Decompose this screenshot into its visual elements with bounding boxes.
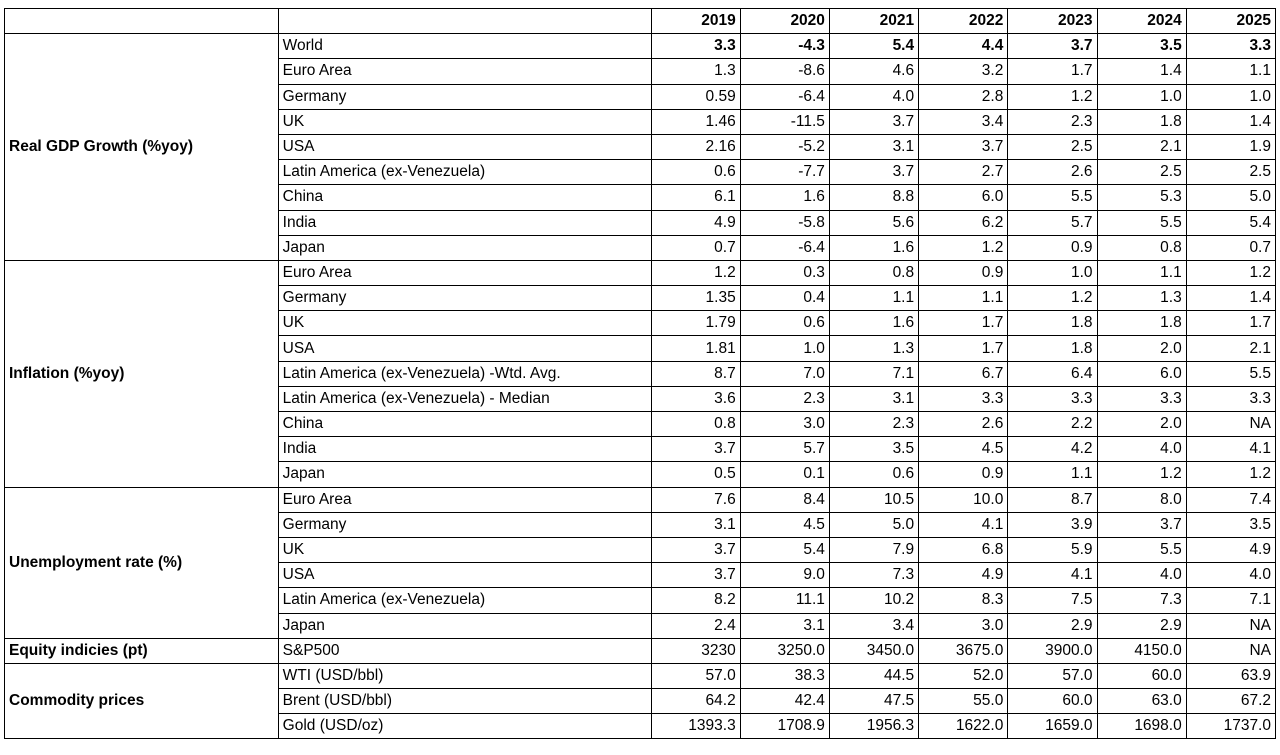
value-cell-2023: 2.3 (1008, 109, 1097, 134)
value-cell-2020: 7.0 (740, 361, 829, 386)
value-cell-2024: 1.4 (1097, 59, 1186, 84)
value-cell-2022: 6.7 (919, 361, 1008, 386)
value-cell-2020: -11.5 (740, 109, 829, 134)
value-cell-2022: 4.1 (919, 512, 1008, 537)
value-cell-2021: 1956.3 (829, 714, 918, 739)
value-cell-2025: 1.2 (1186, 462, 1275, 487)
value-cell-2023: 2.6 (1008, 160, 1097, 185)
value-cell-2023: 60.0 (1008, 689, 1097, 714)
value-cell-2024: 4150.0 (1097, 638, 1186, 663)
value-cell-2020: 0.1 (740, 462, 829, 487)
value-cell-2019: 3.7 (651, 563, 740, 588)
value-cell-2025: 3.5 (1186, 512, 1275, 537)
value-cell-2025: 2.5 (1186, 160, 1275, 185)
table-header (5, 9, 1276, 34)
row-label: World (278, 34, 651, 59)
value-cell-2022: 2.8 (919, 84, 1008, 109)
row-label: Germany (278, 512, 651, 537)
value-cell-2024: 1.8 (1097, 311, 1186, 336)
value-cell-2019: 3.7 (651, 537, 740, 562)
value-cell-2023: 1.2 (1008, 286, 1097, 311)
header-row (5, 9, 1276, 34)
row-label: China (278, 185, 651, 210)
value-cell-2022: 6.8 (919, 537, 1008, 562)
value-cell-2023: 0.9 (1008, 235, 1097, 260)
row-label: UK (278, 109, 651, 134)
value-cell-2020: 5.7 (740, 437, 829, 462)
value-cell-2019: 0.7 (651, 235, 740, 260)
value-cell-2021: 0.8 (829, 260, 918, 285)
value-cell-2022: 6.0 (919, 185, 1008, 210)
value-cell-2025: 3.3 (1186, 386, 1275, 411)
value-cell-2022: 3.3 (919, 386, 1008, 411)
value-cell-2020: 8.4 (740, 487, 829, 512)
value-cell-2023: 4.2 (1008, 437, 1097, 462)
value-cell-2024: 3.3 (1097, 386, 1186, 411)
value-cell-2025: 4.1 (1186, 437, 1275, 462)
value-cell-2022: 3.7 (919, 134, 1008, 159)
row-label: Euro Area (278, 487, 651, 512)
value-cell-2019: 1.35 (651, 286, 740, 311)
value-cell-2023: 3.7 (1008, 34, 1097, 59)
header-group-cell (5, 9, 279, 34)
value-cell-2021: 3.5 (829, 437, 918, 462)
year-header-2021: 2021 (829, 9, 918, 34)
value-cell-2025: 4.9 (1186, 537, 1275, 562)
value-cell-2020: 5.4 (740, 537, 829, 562)
value-cell-2022: 8.3 (919, 588, 1008, 613)
value-cell-2022: 6.2 (919, 210, 1008, 235)
row-label: USA (278, 134, 651, 159)
group-label: Commodity prices (5, 663, 279, 739)
value-cell-2024: 2.0 (1097, 412, 1186, 437)
header-country-cell (278, 9, 651, 34)
value-cell-2021: 3.4 (829, 613, 918, 638)
value-cell-2020: 0.4 (740, 286, 829, 311)
row-label: Latin America (ex-Venezuela) (278, 588, 651, 613)
group-label: Real GDP Growth (%yoy) (5, 34, 279, 261)
row-label: UK (278, 311, 651, 336)
value-cell-2021: 3.7 (829, 109, 918, 134)
value-cell-2025: NA (1186, 613, 1275, 638)
value-cell-2025: 7.1 (1186, 588, 1275, 613)
value-cell-2021: 1.6 (829, 311, 918, 336)
row-label: India (278, 437, 651, 462)
row-label: S&P500 (278, 638, 651, 663)
value-cell-2025: 1.0 (1186, 84, 1275, 109)
value-cell-2019: 6.1 (651, 185, 740, 210)
value-cell-2023: 2.9 (1008, 613, 1097, 638)
value-cell-2019: 1.46 (651, 109, 740, 134)
row-label: Latin America (ex-Venezuela) (278, 160, 651, 185)
value-cell-2025: 1.1 (1186, 59, 1275, 84)
year-header-2020: 2020 (740, 9, 829, 34)
row-label: India (278, 210, 651, 235)
value-cell-2019: 3.3 (651, 34, 740, 59)
value-cell-2025: 1737.0 (1186, 714, 1275, 739)
value-cell-2025: 1.9 (1186, 134, 1275, 159)
value-cell-2022: 1.7 (919, 336, 1008, 361)
value-cell-2021: 44.5 (829, 663, 918, 688)
value-cell-2022: 55.0 (919, 689, 1008, 714)
value-cell-2021: 47.5 (829, 689, 918, 714)
row-label: Euro Area (278, 59, 651, 84)
value-cell-2023: 6.4 (1008, 361, 1097, 386)
value-cell-2025: NA (1186, 412, 1275, 437)
value-cell-2023: 5.7 (1008, 210, 1097, 235)
value-cell-2019: 4.9 (651, 210, 740, 235)
table-body (5, 34, 1276, 739)
value-cell-2021: 3.7 (829, 160, 918, 185)
row-label: Brent (USD/bbl) (278, 689, 651, 714)
year-header-2019: 2019 (651, 9, 740, 34)
value-cell-2021: 1.1 (829, 286, 918, 311)
table-row (5, 34, 1276, 59)
value-cell-2025: 1.2 (1186, 260, 1275, 285)
row-label: Germany (278, 84, 651, 109)
value-cell-2020: 0.6 (740, 311, 829, 336)
value-cell-2022: 0.9 (919, 462, 1008, 487)
value-cell-2023: 3.3 (1008, 386, 1097, 411)
row-label: USA (278, 336, 651, 361)
value-cell-2022: 4.5 (919, 437, 1008, 462)
value-cell-2024: 5.5 (1097, 537, 1186, 562)
value-cell-2020: 4.5 (740, 512, 829, 537)
value-cell-2023: 1.2 (1008, 84, 1097, 109)
value-cell-2019: 1393.3 (651, 714, 740, 739)
value-cell-2022: 3675.0 (919, 638, 1008, 663)
year-header-2024: 2024 (1097, 9, 1186, 34)
value-cell-2025: 1.4 (1186, 286, 1275, 311)
value-cell-2024: 1698.0 (1097, 714, 1186, 739)
value-cell-2021: 0.6 (829, 462, 918, 487)
value-cell-2024: 3.7 (1097, 512, 1186, 537)
value-cell-2019: 8.7 (651, 361, 740, 386)
group-label: Equity indicies (pt) (5, 638, 279, 663)
value-cell-2025: 4.0 (1186, 563, 1275, 588)
row-label: UK (278, 537, 651, 562)
row-label: USA (278, 563, 651, 588)
value-cell-2025: 5.0 (1186, 185, 1275, 210)
value-cell-2023: 1659.0 (1008, 714, 1097, 739)
value-cell-2020: 0.3 (740, 260, 829, 285)
value-cell-2023: 4.1 (1008, 563, 1097, 588)
row-label: Latin America (ex-Venezuela) - Median (278, 386, 651, 411)
group-label: Inflation (%yoy) (5, 260, 279, 487)
value-cell-2023: 2.5 (1008, 134, 1097, 159)
value-cell-2020: 38.3 (740, 663, 829, 688)
value-cell-2019: 0.59 (651, 84, 740, 109)
value-cell-2024: 4.0 (1097, 563, 1186, 588)
row-label: Germany (278, 286, 651, 311)
year-header-2025: 2025 (1186, 9, 1275, 34)
value-cell-2024: 63.0 (1097, 689, 1186, 714)
group-label: Unemployment rate (%) (5, 487, 279, 638)
value-cell-2021: 7.3 (829, 563, 918, 588)
table-row (5, 638, 1276, 663)
value-cell-2019: 3.7 (651, 437, 740, 462)
value-cell-2022: 4.4 (919, 34, 1008, 59)
value-cell-2021: 7.1 (829, 361, 918, 386)
value-cell-2024: 8.0 (1097, 487, 1186, 512)
value-cell-2024: 5.5 (1097, 210, 1186, 235)
value-cell-2020: 3.1 (740, 613, 829, 638)
value-cell-2019: 3.6 (651, 386, 740, 411)
value-cell-2020: 1708.9 (740, 714, 829, 739)
value-cell-2023: 5.9 (1008, 537, 1097, 562)
value-cell-2021: 10.5 (829, 487, 918, 512)
value-cell-2025: NA (1186, 638, 1275, 663)
value-cell-2020: 2.3 (740, 386, 829, 411)
value-cell-2019: 3230 (651, 638, 740, 663)
value-cell-2021: 4.0 (829, 84, 918, 109)
value-cell-2023: 5.5 (1008, 185, 1097, 210)
value-cell-2022: 4.9 (919, 563, 1008, 588)
value-cell-2025: 7.4 (1186, 487, 1275, 512)
value-cell-2022: 0.9 (919, 260, 1008, 285)
row-label: Japan (278, 613, 651, 638)
value-cell-2021: 3450.0 (829, 638, 918, 663)
value-cell-2021: 7.9 (829, 537, 918, 562)
value-cell-2021: 3.1 (829, 134, 918, 159)
value-cell-2019: 0.5 (651, 462, 740, 487)
value-cell-2024: 3.5 (1097, 34, 1186, 59)
value-cell-2024: 60.0 (1097, 663, 1186, 688)
row-label: Gold (USD/oz) (278, 714, 651, 739)
value-cell-2024: 2.1 (1097, 134, 1186, 159)
value-cell-2019: 57.0 (651, 663, 740, 688)
value-cell-2023: 1.1 (1008, 462, 1097, 487)
year-header-2023: 2023 (1008, 9, 1097, 34)
year-header-2022: 2022 (919, 9, 1008, 34)
value-cell-2024: 7.3 (1097, 588, 1186, 613)
value-cell-2022: 1.7 (919, 311, 1008, 336)
value-cell-2023: 3.9 (1008, 512, 1097, 537)
value-cell-2025: 5.4 (1186, 210, 1275, 235)
value-cell-2022: 10.0 (919, 487, 1008, 512)
value-cell-2025: 5.5 (1186, 361, 1275, 386)
value-cell-2021: 3.1 (829, 386, 918, 411)
row-label: China (278, 412, 651, 437)
value-cell-2020: 3.0 (740, 412, 829, 437)
value-cell-2021: 8.8 (829, 185, 918, 210)
value-cell-2020: -5.2 (740, 134, 829, 159)
value-cell-2024: 1.3 (1097, 286, 1186, 311)
value-cell-2025: 63.9 (1186, 663, 1275, 688)
value-cell-2022: 3.4 (919, 109, 1008, 134)
value-cell-2021: 4.6 (829, 59, 918, 84)
value-cell-2024: 2.5 (1097, 160, 1186, 185)
value-cell-2024: 5.3 (1097, 185, 1186, 210)
value-cell-2021: 5.6 (829, 210, 918, 235)
value-cell-2023: 57.0 (1008, 663, 1097, 688)
value-cell-2023: 8.7 (1008, 487, 1097, 512)
value-cell-2019: 0.6 (651, 160, 740, 185)
value-cell-2022: 2.6 (919, 412, 1008, 437)
value-cell-2020: 9.0 (740, 563, 829, 588)
value-cell-2019: 2.4 (651, 613, 740, 638)
value-cell-2024: 2.9 (1097, 613, 1186, 638)
value-cell-2025: 2.1 (1186, 336, 1275, 361)
value-cell-2020: -8.6 (740, 59, 829, 84)
value-cell-2019: 0.8 (651, 412, 740, 437)
value-cell-2024: 1.1 (1097, 260, 1186, 285)
value-cell-2020: -6.4 (740, 84, 829, 109)
table-row (5, 487, 1276, 512)
value-cell-2025: 67.2 (1186, 689, 1275, 714)
value-cell-2022: 1622.0 (919, 714, 1008, 739)
value-cell-2023: 1.7 (1008, 59, 1097, 84)
value-cell-2021: 1.6 (829, 235, 918, 260)
value-cell-2020: 11.1 (740, 588, 829, 613)
value-cell-2022: 1.1 (919, 286, 1008, 311)
value-cell-2020: 1.0 (740, 336, 829, 361)
value-cell-2024: 2.0 (1097, 336, 1186, 361)
value-cell-2020: 3250.0 (740, 638, 829, 663)
value-cell-2024: 1.2 (1097, 462, 1186, 487)
value-cell-2020: -5.8 (740, 210, 829, 235)
value-cell-2020: -6.4 (740, 235, 829, 260)
value-cell-2023: 1.8 (1008, 336, 1097, 361)
value-cell-2019: 3.1 (651, 512, 740, 537)
value-cell-2019: 1.2 (651, 260, 740, 285)
value-cell-2023: 1.8 (1008, 311, 1097, 336)
value-cell-2022: 3.0 (919, 613, 1008, 638)
value-cell-2021: 2.3 (829, 412, 918, 437)
value-cell-2020: 42.4 (740, 689, 829, 714)
table-row (5, 663, 1276, 688)
value-cell-2025: 1.7 (1186, 311, 1275, 336)
value-cell-2019: 7.6 (651, 487, 740, 512)
forecast-table (4, 8, 1276, 739)
value-cell-2024: 1.0 (1097, 84, 1186, 109)
row-label: Japan (278, 235, 651, 260)
value-cell-2021: 10.2 (829, 588, 918, 613)
value-cell-2024: 6.0 (1097, 361, 1186, 386)
value-cell-2022: 1.2 (919, 235, 1008, 260)
value-cell-2021: 5.4 (829, 34, 918, 59)
row-label: WTI (USD/bbl) (278, 663, 651, 688)
value-cell-2021: 1.3 (829, 336, 918, 361)
value-cell-2020: -7.7 (740, 160, 829, 185)
value-cell-2019: 1.81 (651, 336, 740, 361)
value-cell-2025: 1.4 (1186, 109, 1275, 134)
value-cell-2023: 3900.0 (1008, 638, 1097, 663)
row-label: Japan (278, 462, 651, 487)
value-cell-2024: 4.0 (1097, 437, 1186, 462)
value-cell-2019: 2.16 (651, 134, 740, 159)
value-cell-2025: 3.3 (1186, 34, 1275, 59)
table-row (5, 260, 1276, 285)
value-cell-2020: -4.3 (740, 34, 829, 59)
value-cell-2019: 8.2 (651, 588, 740, 613)
value-cell-2019: 64.2 (651, 689, 740, 714)
row-label: Latin America (ex-Venezuela) -Wtd. Avg. (278, 361, 651, 386)
value-cell-2025: 0.7 (1186, 235, 1275, 260)
value-cell-2023: 1.0 (1008, 260, 1097, 285)
value-cell-2021: 5.0 (829, 512, 918, 537)
value-cell-2022: 3.2 (919, 59, 1008, 84)
value-cell-2019: 1.79 (651, 311, 740, 336)
value-cell-2023: 2.2 (1008, 412, 1097, 437)
row-label: Euro Area (278, 260, 651, 285)
value-cell-2022: 52.0 (919, 663, 1008, 688)
value-cell-2024: 1.8 (1097, 109, 1186, 134)
value-cell-2024: 0.8 (1097, 235, 1186, 260)
value-cell-2023: 7.5 (1008, 588, 1097, 613)
value-cell-2022: 2.7 (919, 160, 1008, 185)
value-cell-2019: 1.3 (651, 59, 740, 84)
value-cell-2020: 1.6 (740, 185, 829, 210)
